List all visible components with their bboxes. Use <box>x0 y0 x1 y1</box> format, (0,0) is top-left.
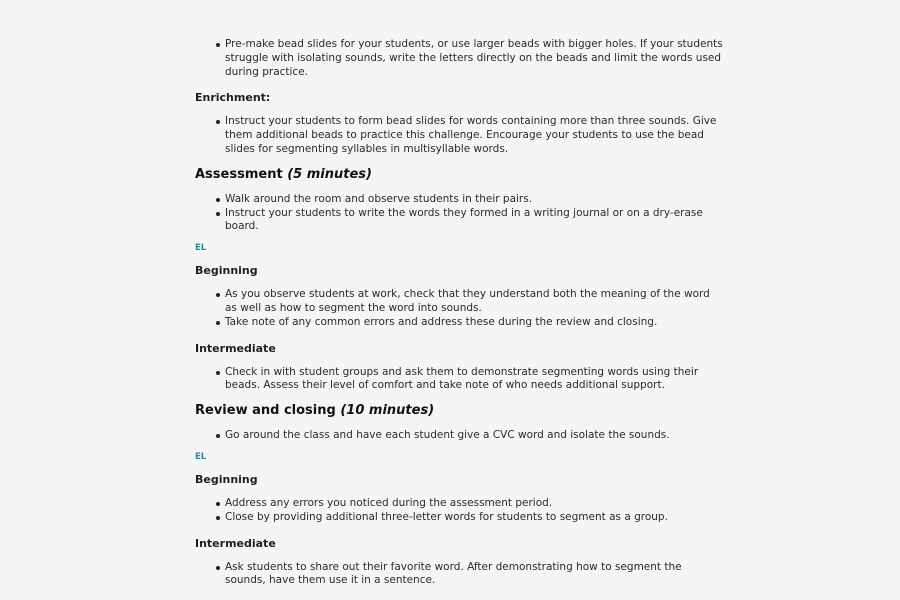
beginning-heading: Beginning <box>195 472 258 486</box>
assessment-heading <box>195 167 725 183</box>
intermediate-heading: Intermediate <box>195 536 276 550</box>
list-item: Address any errors you noticed during the assessment period. <box>195 497 725 511</box>
review-intermediate-list <box>195 561 725 589</box>
assessment-title: Assessment <box>195 166 283 182</box>
assessment-intermediate-list <box>195 366 725 394</box>
support-list <box>195 38 725 79</box>
list-item: Instruct your students to form bead slides for words containing more than three sounds. Give them additional beads to practice this challenge. Encourage your students to use the bead slides for segmenting syllables in multisyllable words. <box>195 115 725 156</box>
list-item: Take note of any common errors and address these during the review and closing. <box>195 316 725 330</box>
review-list <box>195 429 725 443</box>
list-item: Pre-make bead slides for your students, or use larger beads with bigger holes. If your students struggle with isolating sounds, write the letters directly on the beads and limit the words used during practice. <box>195 38 725 79</box>
assessment-list <box>195 193 725 234</box>
enrichment-list <box>195 115 725 156</box>
review-duration: (10 minutes) <box>340 403 435 419</box>
list-item: As you observe students at work, check that they understand both the meaning of the word as well as how to segment the word into sounds. <box>195 288 725 316</box>
enrichment-heading: Enrichment: <box>195 91 271 105</box>
review-beginning-list <box>195 497 725 525</box>
lesson-content <box>195 38 725 588</box>
assessment-duration: (5 minutes) <box>287 166 372 182</box>
list-item: Close by providing additional three-letter words for students to segment as a group. <box>195 511 725 525</box>
assessment-beginning-list <box>195 288 725 329</box>
list-item: Instruct your students to write the words they formed in a writing journal or on a dry-erase board. <box>195 207 725 235</box>
review-title: Review and closing <box>195 403 336 419</box>
list-item: Walk around the room and observe students in their pairs. <box>195 193 725 207</box>
review-heading <box>195 403 725 419</box>
beginning-heading: Beginning <box>195 264 258 278</box>
el-label: EL <box>195 243 207 254</box>
intermediate-heading: Intermediate <box>195 341 276 355</box>
el-label: EL <box>195 451 207 462</box>
list-item: Ask students to share out their favorite word. After demonstrating how to segment the sounds, have them use it in a sentence. <box>195 561 725 589</box>
list-item: Check in with student groups and ask them to demonstrate segmenting words using their beads. Assess their level of comfort and take note of who needs additional support. <box>195 366 725 394</box>
list-item: Go around the class and have each student give a CVC word and isolate the sounds. <box>195 429 725 443</box>
